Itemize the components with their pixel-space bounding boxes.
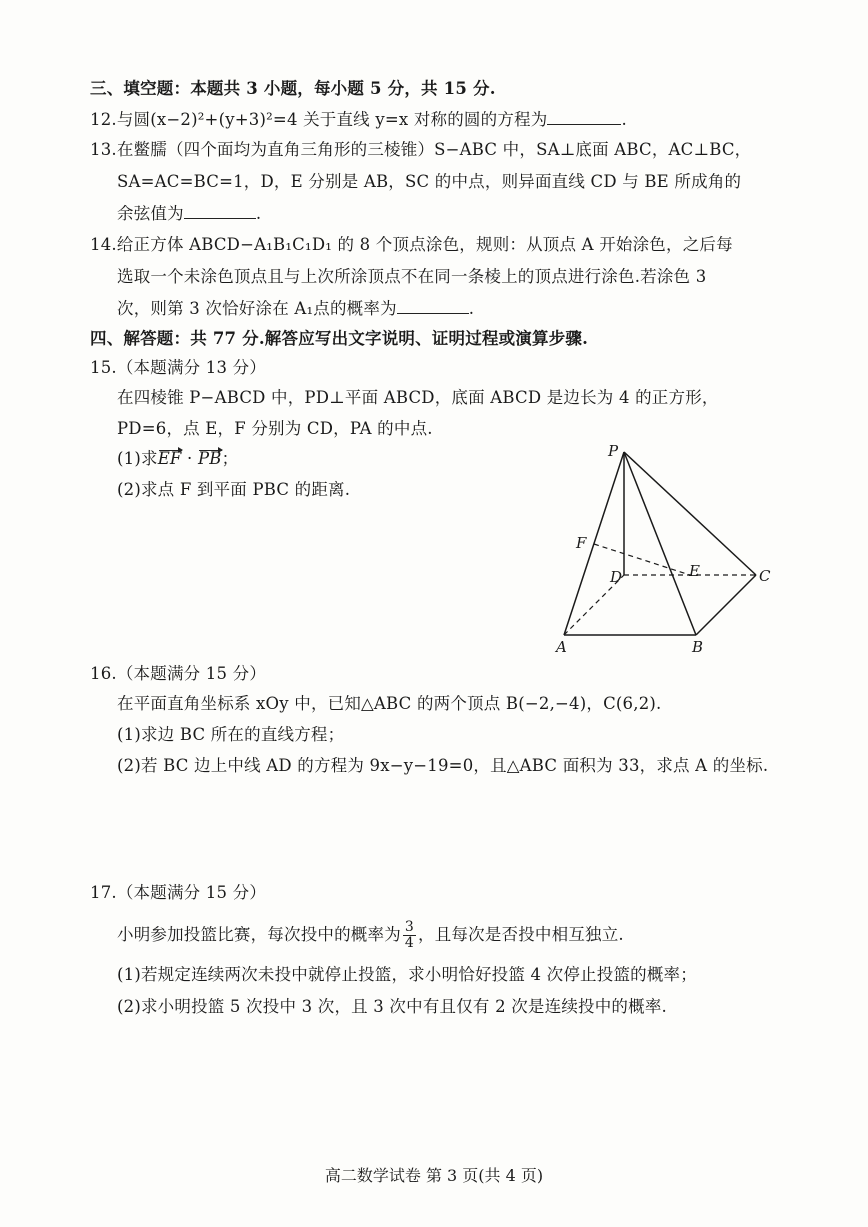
- question-14-line-1: 14.给正方体 ABCD−A₁B₁C₁D₁ 的 8 个顶点涂色，规则：从顶点 A 开始涂色，之后每: [90, 235, 733, 254]
- question-12-text: 12.与圆(x−2)²+(y+3)²=4 关于直线 y=x 对称的圆的方程为: [90, 110, 548, 129]
- question-12-end: .: [621, 110, 627, 129]
- probability-fraction: [403, 920, 416, 951]
- dot-operator: ·: [181, 449, 198, 468]
- fraction-denominator: 4: [404, 935, 415, 951]
- question-17-line-1-prefix: 小明参加投篮比赛，每次投中的概率为: [117, 925, 401, 944]
- label-c: C: [759, 567, 771, 585]
- pyramid-figure: [550, 440, 790, 660]
- question-15-part-1: [117, 448, 238, 470]
- label-e: E: [689, 562, 700, 580]
- page-footer: 高二数学试卷 第 3 页(共 4 页): [324, 1166, 544, 1185]
- question-13-line-3: [117, 203, 261, 225]
- section-3-header: 三、填空题：本题共 3 小题，每小题 5 分，共 15 分.: [90, 79, 496, 98]
- edge-pc: [624, 452, 756, 575]
- question-12: [90, 109, 627, 131]
- question-17-title: 17.（本题满分 15 分）: [90, 883, 267, 902]
- question-16-part-1: (1)求边 BC 所在的直线方程；: [117, 725, 345, 744]
- label-d: D: [610, 568, 623, 586]
- vector-ef: EF: [157, 449, 182, 468]
- question-17-part-2: (2)求小明投篮 5 次投中 3 次，且 3 次中有且仅有 2 次是连续投中的概率.: [117, 997, 667, 1016]
- question-17-part-1: (1)若规定连续两次未投中就停止投篮，求小明恰好投篮 4 次停止投篮的概率；: [117, 965, 697, 984]
- question-16-title: 16.（本题满分 15 分）: [90, 664, 267, 683]
- edge-pb: [624, 452, 696, 635]
- answer-blank-12[interactable]: [547, 124, 621, 125]
- answer-blank-14[interactable]: [397, 313, 469, 314]
- part-1-suffix: ；: [221, 449, 239, 468]
- question-16-line-1: 在平面直角坐标系 xOy 中，已知△ABC 的两个顶点 B(−2,−4)，C(6,2).: [117, 694, 662, 713]
- question-17-line-1-suffix: ，且每次是否投中相互独立.: [418, 925, 624, 944]
- question-13-end: .: [255, 204, 262, 223]
- edge-bc: [696, 575, 756, 635]
- question-16-part-2: (2)若 BC 边上中线 AD 的方程为 9x−y−19=0，且△ABC 面积为 33，求点 A 的坐标.: [117, 756, 769, 775]
- question-15-part-2: (2)求点 F 到平面 PBC 的距离.: [117, 480, 351, 499]
- edge-pa: [564, 452, 624, 635]
- question-13-line-2: SA=AC=BC=1，D，E 分别是 AB，SC 的中点，则异面直线 CD 与 BE 所成角的: [117, 172, 742, 191]
- question-14-line-3: [117, 298, 474, 320]
- question-14-line-3-text: 次，则第 3 次恰好涂在 A₁点的概率为: [117, 299, 397, 318]
- label-p: P: [608, 442, 619, 460]
- question-17-line-1: [117, 920, 624, 951]
- answer-blank-13[interactable]: [184, 218, 256, 219]
- label-f: F: [576, 534, 587, 552]
- label-a: A: [556, 638, 567, 656]
- fraction-numerator: 3: [404, 919, 415, 935]
- label-b: B: [692, 638, 704, 656]
- question-15-line-2: PD=6，点 E，F 分别为 CD，PA 的中点.: [117, 419, 433, 438]
- section-4-header: 四、解答题：共 77 分.解答应写出文字说明、证明过程或演算步骤.: [90, 329, 589, 348]
- hidden-segment-fe: [594, 544, 690, 575]
- question-15-title: 15.（本题满分 13 分）: [90, 358, 267, 377]
- question-13-line-1: 13.在鳖臑（四个面均为直角三角形的三棱锥）S−ABC 中，SA⊥底面 ABC，AC⊥BC，: [90, 140, 752, 159]
- question-14-line-2: 选取一个未涂色顶点且与上次所涂顶点不在同一条棱上的顶点进行涂色.若涂色 3: [117, 267, 707, 286]
- vector-pb: PB: [197, 449, 222, 468]
- question-14-end: .: [468, 299, 475, 318]
- question-15-line-1: 在四棱锥 P−ABCD 中，PD⊥平面 ABCD，底面 ABCD 是边长为 4 的正方形，: [117, 388, 719, 407]
- part-1-prefix: (1)求: [117, 449, 158, 468]
- question-13-line-3-text: 余弦值为: [117, 204, 184, 223]
